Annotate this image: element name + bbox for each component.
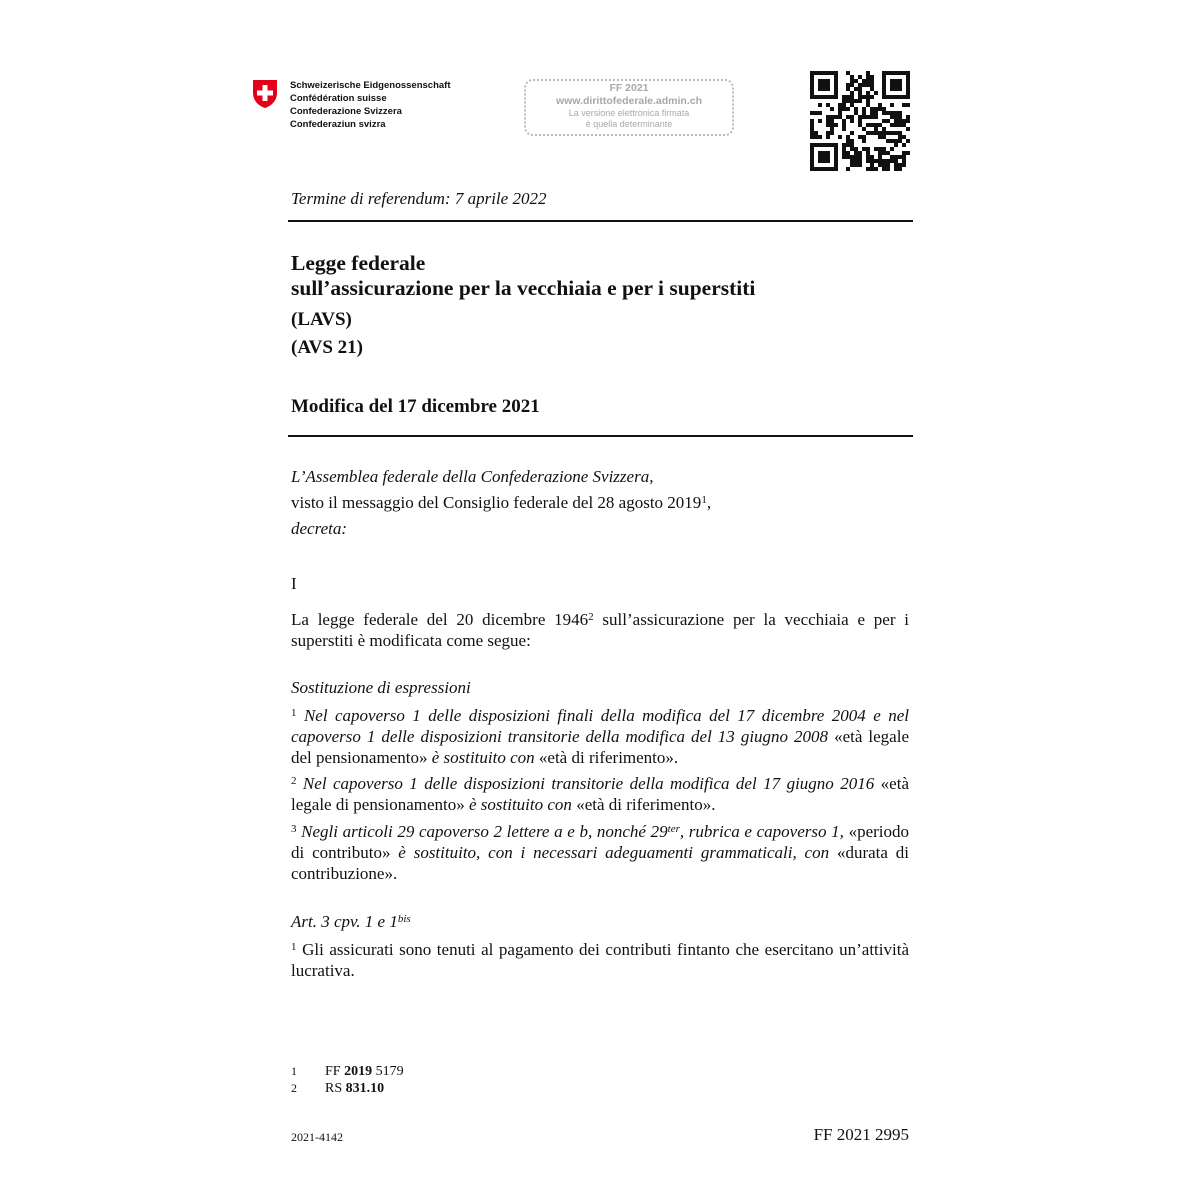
p3-text-c: è sostituito, con i necessari adeguamenti grammaticali, con [390,843,837,862]
document-id: 2021-4142 [291,1130,343,1144]
section-number: I [291,574,297,593]
law-title-line-1: Legge federale [291,251,426,275]
qr-code-icon [810,71,910,171]
confederation-names [290,79,451,131]
intro-paragraph [291,609,909,651]
footnote-1 [291,1063,404,1080]
substitution-paragraph-2 [291,773,909,815]
stamp-ff: FF 2021 [609,82,649,94]
article-bis-superscript: bis [397,913,411,925]
page-reference: FF 2021 2995 [813,1125,909,1144]
p1-new-term: «età di riferimento». [538,748,679,767]
paragraph-number: 1 [291,707,297,719]
article-paragraph-1 [291,939,909,981]
footnote-prefix: RS [325,1081,346,1096]
p2-old-term: «età legale di pensionamento» [291,774,909,814]
footnote-prefix: FF [325,1064,345,1079]
footnote-page: 5179 [372,1064,404,1079]
p3-old-term: «periodo di contributo» [291,822,909,862]
substitution-heading: Sostituzione di espressioni [291,678,471,697]
paragraph-number: 3 [291,823,297,835]
confed-rm: Confederaziun svizra [290,119,386,130]
footnotes [291,1063,404,1097]
p1-text-a: Nel capoverso 1 delle disposizioni finali della modifica del 17 dicembre 2004 e nel capoverso 1 delle disposizioni transitorie della modifica del 13 giugno 2008 [291,706,909,746]
law-title-line-2: sull’assicurazione per la vecchiaia e per i superstiti [291,276,756,300]
p3-text-a: Negli articoli 29 capoverso 2 lettere a e b, nonché 29 [296,822,668,841]
confed-de: Schweizerische Eidgenossenschaft [290,80,451,91]
law-reform-name: (AVS 21) [291,337,363,358]
article-heading [291,911,909,932]
preamble-message-text: visto il messaggio del Consiglio federale del 28 agosto 2019 [291,493,702,512]
divider-top [288,220,913,222]
footnote-rs-number: 831.10 [345,1081,385,1096]
stamp-note-1: La versione elettronica firmata [568,108,690,118]
stamp-url[interactable]: www.dirittofederale.admin.ch [555,95,703,107]
p2-text-a: Nel capoverso 1 delle disposizioni transitorie della modifica del 17 giugno 2016 [296,774,881,793]
referendum-deadline: Termine di referendum: 7 aprile 2022 [291,189,547,208]
article-heading-text: Art. 3 cpv. 1 e 1 [291,912,398,931]
paragraph-number: 1 [291,941,297,953]
p2-text-c: è sostituito con [464,795,577,814]
divider-title [288,435,913,437]
paragraph-number: 2 [291,775,297,787]
footnote-ref-2[interactable]: 2 [588,611,594,623]
article-paragraph-text: Gli assicurati sono tenuti al pagamento dei contributi fintanto che esercitano un’attività lucrativa. [291,940,909,980]
p3-ter-superscript: ter [667,823,680,835]
preamble-assembly: L’Assemblea federale della Confederazione Svizzera, [291,467,654,486]
preamble-message [291,492,909,513]
preamble-comma: , [706,493,712,512]
intro-text-2: sull’assicurazione per la vecchiaia e per i superstiti è modificata come segue: [291,610,910,650]
swiss-cross-icon [252,79,278,109]
stamp-note-2: è quella determinante [585,119,673,129]
substitution-paragraph-1 [291,705,909,768]
electronic-signature-stamp [524,79,734,136]
confed-it: Confederazione Svizzera [290,106,402,117]
amendment-date: Modifica del 17 dicembre 2021 [291,396,540,417]
p1-text-c: è sostituito con [427,748,539,767]
footnote-2 [291,1080,404,1097]
footnote-year: 2019 [344,1064,373,1079]
p2-new-term: «età di riferimento». [576,795,716,814]
law-abbreviation: (LAVS) [291,309,352,330]
footnote-number: 1 [291,1064,297,1078]
confed-fr: Confédération suisse [290,93,387,104]
p3-text-a2: , rubrica e capoverso 1, [679,822,849,841]
intro-text-1: La legge federale del 20 dicembre 1946 [291,610,589,629]
footnote-number: 2 [291,1081,297,1095]
footnote-ref-1[interactable]: 1 [701,494,707,506]
p1-old-term: «età legale del pensionamento» [291,727,909,767]
substitution-paragraph-3 [291,821,909,884]
p3-new-term: «durata di contribuzione». [291,843,909,883]
preamble-decree: decreta: [291,519,348,538]
